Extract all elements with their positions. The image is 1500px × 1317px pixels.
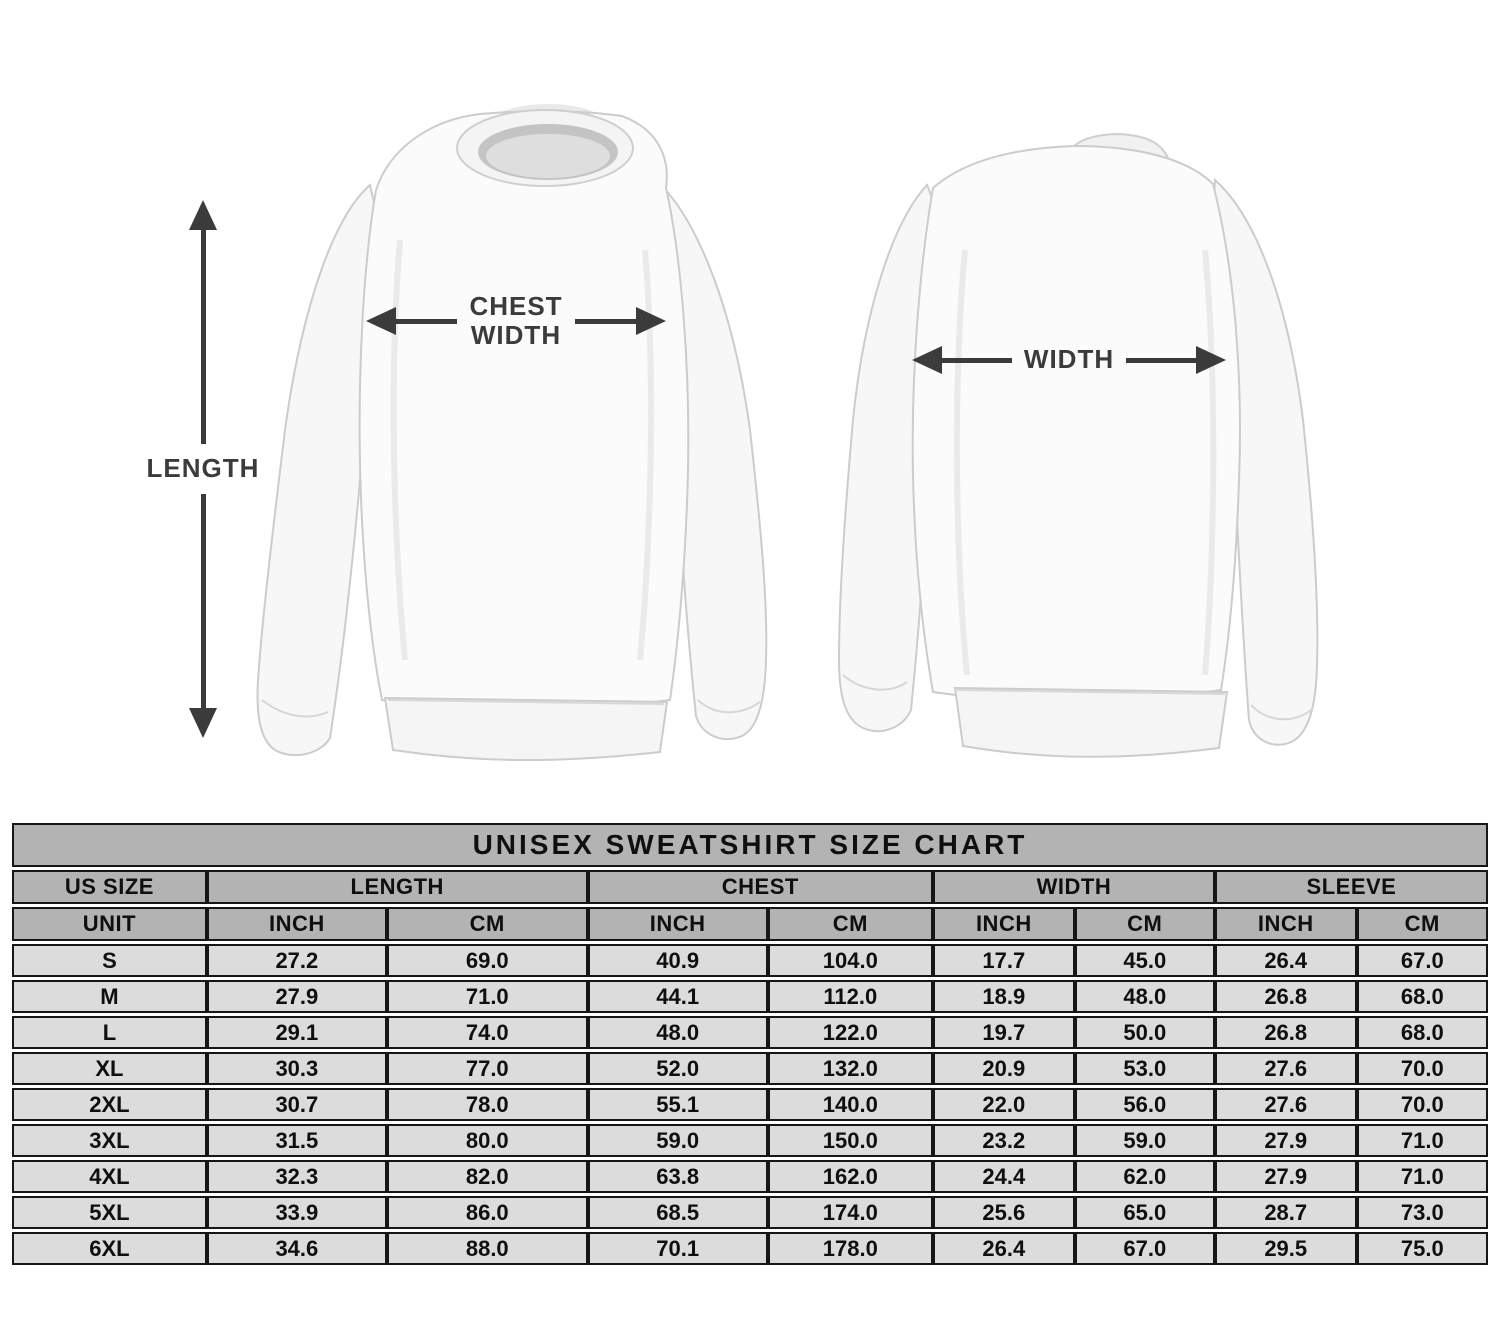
value-cell: 53.0: [1075, 1052, 1215, 1085]
value-cell: 25.6: [933, 1196, 1075, 1229]
value-cell: 29.1: [207, 1016, 387, 1049]
value-cell: 20.9: [933, 1052, 1075, 1085]
table-row: [12, 1052, 1488, 1085]
unit-header: UNIT: [12, 907, 207, 941]
value-cell: 70.1: [588, 1232, 768, 1265]
value-cell: 26.4: [933, 1232, 1075, 1265]
value-cell: 56.0: [1075, 1088, 1215, 1121]
value-cell: 48.0: [1075, 980, 1215, 1013]
value-cell: 70.0: [1357, 1088, 1488, 1121]
size-cell: 4XL: [12, 1160, 207, 1193]
table-unit-header-row: [12, 907, 1488, 941]
value-cell: 40.9: [588, 944, 768, 977]
arrow-line: [575, 319, 636, 324]
arrow-right-icon: [1196, 346, 1226, 374]
value-cell: 112.0: [768, 980, 933, 1013]
unit-header-inch: INCH: [1215, 907, 1357, 941]
value-cell: 23.2: [933, 1124, 1075, 1157]
value-cell: 26.8: [1215, 1016, 1357, 1049]
arrow-line: [201, 230, 206, 444]
table-title: UNISEX SWEATSHIRT SIZE CHART: [12, 823, 1488, 867]
unit-header-inch: INCH: [588, 907, 768, 941]
value-cell: 74.0: [387, 1016, 588, 1049]
table-row: [12, 1016, 1488, 1049]
table-row: [12, 944, 1488, 977]
value-cell: 52.0: [588, 1052, 768, 1085]
table-title-row: [12, 823, 1488, 867]
arrow-line: [942, 358, 1012, 363]
unit-header-cm: CM: [1075, 907, 1215, 941]
value-cell: 24.4: [933, 1160, 1075, 1193]
value-cell: 27.9: [1215, 1124, 1357, 1157]
value-cell: 75.0: [1357, 1232, 1488, 1265]
back-width-arrow: [912, 337, 1226, 383]
value-cell: 70.0: [1357, 1052, 1488, 1085]
column-header-chest: CHEST: [588, 870, 933, 904]
size-cell: 3XL: [12, 1124, 207, 1157]
value-cell: 19.7: [933, 1016, 1075, 1049]
value-cell: 65.0: [1075, 1196, 1215, 1229]
value-cell: 44.1: [588, 980, 768, 1013]
arrow-line: [201, 494, 206, 708]
value-cell: 67.0: [1357, 944, 1488, 977]
length-arrow: [138, 200, 268, 738]
value-cell: 132.0: [768, 1052, 933, 1085]
value-cell: 71.0: [387, 980, 588, 1013]
value-cell: 30.7: [207, 1088, 387, 1121]
arrow-up-icon: [189, 200, 217, 230]
size-cell: XL: [12, 1052, 207, 1085]
arrow-down-icon: [189, 708, 217, 738]
value-cell: 33.9: [207, 1196, 387, 1229]
value-cell: 69.0: [387, 944, 588, 977]
value-cell: 86.0: [387, 1196, 588, 1229]
size-cell: M: [12, 980, 207, 1013]
chest-width-arrow: [366, 282, 666, 360]
table-row: [12, 1088, 1488, 1121]
column-header-width: WIDTH: [933, 870, 1215, 904]
value-cell: 150.0: [768, 1124, 933, 1157]
arrow-left-icon: [912, 346, 942, 374]
value-cell: 62.0: [1075, 1160, 1215, 1193]
value-cell: 26.4: [1215, 944, 1357, 977]
arrow-left-icon: [366, 307, 396, 335]
value-cell: 140.0: [768, 1088, 933, 1121]
value-cell: 122.0: [768, 1016, 933, 1049]
table-group-header-row: [12, 870, 1488, 904]
unit-header-cm: CM: [1357, 907, 1488, 941]
table-row: [12, 1196, 1488, 1229]
value-cell: 63.8: [588, 1160, 768, 1193]
value-cell: 77.0: [387, 1052, 588, 1085]
value-cell: 30.3: [207, 1052, 387, 1085]
value-cell: 26.8: [1215, 980, 1357, 1013]
arrow-right-icon: [636, 307, 666, 335]
value-cell: 80.0: [387, 1124, 588, 1157]
back-width-label: WIDTH: [1023, 344, 1115, 375]
size-chart-table: [12, 820, 1488, 1268]
sweatshirt-front-image: [230, 100, 790, 765]
value-cell: 17.7: [933, 944, 1075, 977]
value-cell: 162.0: [768, 1160, 933, 1193]
value-cell: 174.0: [768, 1196, 933, 1229]
chest-width-label: [457, 292, 574, 350]
value-cell: 28.7: [1215, 1196, 1357, 1229]
value-cell: 67.0: [1075, 1232, 1215, 1265]
size-cell: 2XL: [12, 1088, 207, 1121]
column-header-sleeve: SLEEVE: [1215, 870, 1488, 904]
size-cell: 6XL: [12, 1232, 207, 1265]
value-cell: 82.0: [387, 1160, 588, 1193]
value-cell: 32.3: [207, 1160, 387, 1193]
column-header-length: LENGTH: [207, 870, 588, 904]
value-cell: 18.9: [933, 980, 1075, 1013]
arrow-line: [396, 319, 457, 324]
value-cell: 48.0: [588, 1016, 768, 1049]
value-cell: 68.5: [588, 1196, 768, 1229]
size-cell: S: [12, 944, 207, 977]
table-row: [12, 1232, 1488, 1265]
value-cell: 34.6: [207, 1232, 387, 1265]
value-cell: 59.0: [588, 1124, 768, 1157]
value-cell: 68.0: [1357, 1016, 1488, 1049]
value-cell: 45.0: [1075, 944, 1215, 977]
size-cell: 5XL: [12, 1196, 207, 1229]
value-cell: 71.0: [1357, 1124, 1488, 1157]
value-cell: 27.9: [207, 980, 387, 1013]
unit-header-cm: CM: [387, 907, 588, 941]
value-cell: 68.0: [1357, 980, 1488, 1013]
value-cell: 27.2: [207, 944, 387, 977]
size-cell: L: [12, 1016, 207, 1049]
value-cell: 78.0: [387, 1088, 588, 1121]
table-row: [12, 1160, 1488, 1193]
value-cell: 59.0: [1075, 1124, 1215, 1157]
value-cell: 71.0: [1357, 1160, 1488, 1193]
unit-header-cm: CM: [768, 907, 933, 941]
arrow-line: [1126, 358, 1196, 363]
chest-width-label-line2: WIDTH: [470, 320, 562, 350]
unit-header-inch: INCH: [933, 907, 1075, 941]
value-cell: 27.6: [1215, 1088, 1357, 1121]
value-cell: 27.9: [1215, 1160, 1357, 1193]
value-cell: 88.0: [387, 1232, 588, 1265]
chest-width-label-line1: CHEST: [469, 290, 563, 321]
table-row: [12, 1124, 1488, 1157]
value-cell: 27.6: [1215, 1052, 1357, 1085]
value-cell: 73.0: [1357, 1196, 1488, 1229]
value-cell: 31.5: [207, 1124, 387, 1157]
unit-header-inch: INCH: [207, 907, 387, 941]
table-row: [12, 980, 1488, 1013]
value-cell: 104.0: [768, 944, 933, 977]
value-cell: 50.0: [1075, 1016, 1215, 1049]
value-cell: 29.5: [1215, 1232, 1357, 1265]
value-cell: 55.1: [588, 1088, 768, 1121]
sweatshirt-back-image: [815, 130, 1355, 760]
column-header-us-size: US SIZE: [12, 870, 207, 904]
length-label: LENGTH: [146, 453, 260, 484]
value-cell: 22.0: [933, 1088, 1075, 1121]
value-cell: 178.0: [768, 1232, 933, 1265]
